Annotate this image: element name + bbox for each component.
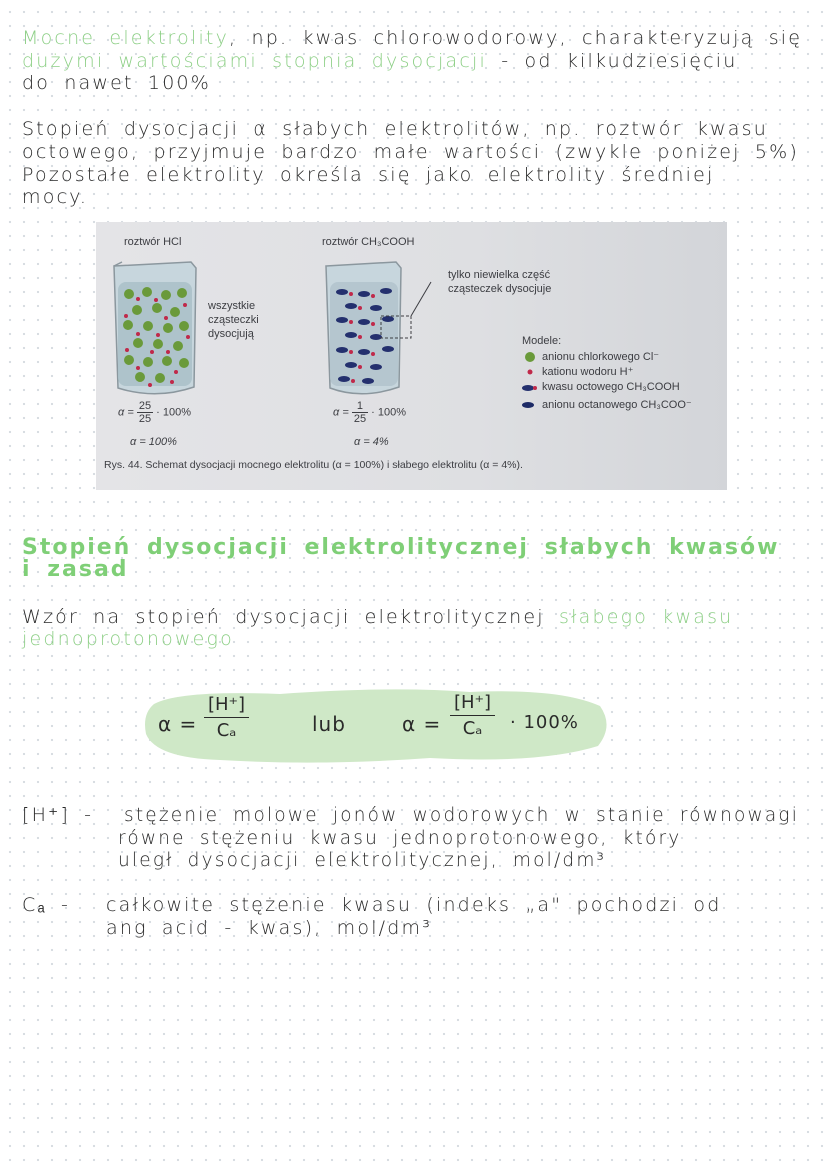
def-h-line-1: stężenie molowe jonów wodorowych w stanie równowagi: [124, 805, 800, 826]
label-hcl: roztwór HCl: [124, 236, 182, 248]
def-ca-line-1: całkowite stężenie kwasu (indeks „a" pochodzi od: [106, 894, 722, 916]
def-h-line-3: uległ dysocjacji elektrolitycznej, mol/dm³: [118, 850, 607, 871]
formula-intro-line-2: jednoprotonowego: [22, 628, 234, 650]
formula-hcl: α = $\frac{25}{25}$ · 100%: [118, 400, 191, 425]
intro-line-3: do nawet 100%: [22, 72, 212, 94]
legend-markers: [522, 352, 537, 408]
beaker-ch3cooh: [326, 262, 431, 394]
legend-acetic-acid: kwasu octowego CH₃COOH: [542, 381, 680, 393]
result-hcl: α = 100%: [130, 436, 177, 448]
formula-percent: · 100%: [510, 712, 579, 733]
formula-intro-line-1: Wzór na stopień dysocjacji elektrolitycznej słabego kwasu: [22, 606, 734, 628]
formula-fraction-1: $\frac{[H^+]}{\text{Cₐ}}$: [204, 694, 249, 741]
note-all-dissociate: wszystkie cząsteczki dysocjują: [208, 300, 259, 340]
weak-line-3: Pozostałe elektrolity określa się jako elektrolity średniej: [22, 164, 715, 186]
legend-hydrogen: kationu wodoru H⁺: [542, 366, 634, 378]
legend-acetate: anionu octanowego CH₃COO⁻: [542, 399, 692, 411]
weak-line-1: Stopień dysocjacji α słabych elektrolitów, np. roztwór kwasu: [22, 118, 768, 140]
def-ca-line-2: ang acid - kwas), mol/dm³: [106, 917, 433, 939]
weak-line-2: octowego, przyjmuje bardzo małe wartości (zwykle poniżej 5%): [22, 141, 800, 163]
alpha-formula: [140, 682, 610, 768]
legend-chloride: anionu chlorkowego Cl⁻: [542, 351, 660, 363]
heading-line-1: Stopień dysocjacji elektrolitycznej słabych kwasów: [22, 535, 780, 560]
dissociation-figure: [96, 222, 727, 490]
def-h-symbol: [H⁺] -: [22, 804, 94, 826]
beaker-hcl: [114, 262, 196, 394]
intro-line-2: dużymi wartościami stopnia dysocjacji - od kilkudziesięciu: [22, 50, 738, 72]
formula-or: lub: [312, 712, 346, 736]
heading-line-2: i zasad: [22, 557, 129, 582]
figure-caption: Rys. 44. Schemat dysocjacji mocnego elektrolitu (α = 100%) i słabego elektrolitu (α = 4%).: [104, 459, 523, 471]
label-ch3cooh: roztwór CH₃COOH: [322, 236, 415, 248]
intro-line-1: Mocne elektrolity, np. kwas chlorowodorowy, charakteryzują się: [22, 27, 803, 49]
callout-line: [411, 282, 431, 316]
def-ca-symbol: Cₐ -: [22, 894, 71, 916]
result-ch3cooh: α = 4%: [354, 436, 389, 448]
formula-alpha-2: α =: [402, 712, 442, 736]
weak-line-4: mocy.: [22, 186, 89, 208]
formula-ch3cooh: α = $\frac{1}{25}$ · 100%: [333, 400, 406, 425]
note-few-dissociate: tylko niewielka część cząsteczek dysocjuje: [448, 269, 552, 295]
formula-alpha-1: α =: [158, 712, 198, 736]
def-h-line-2: równe stężeniu kwasu jednoprotonowego, który: [118, 828, 682, 849]
formula-fraction-2: $\frac{[H^+]}{\text{Cₐ}}$: [450, 692, 495, 739]
models-title: Modele:: [522, 335, 562, 347]
